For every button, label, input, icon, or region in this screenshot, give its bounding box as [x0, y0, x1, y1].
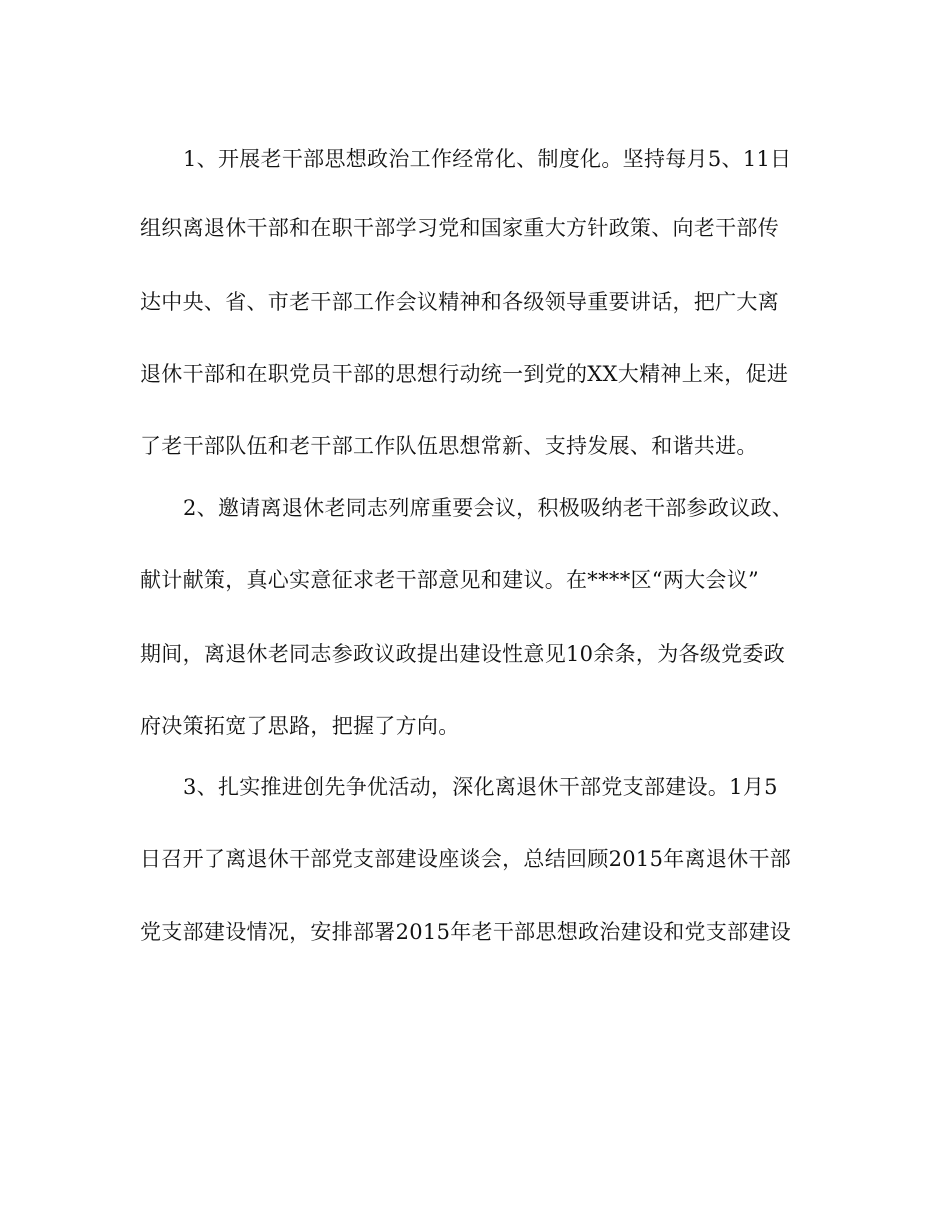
paragraph-1-line-4: 退休干部和在职党员干部的思想行动统一到党的XX大精神上来，促进: [140, 362, 789, 386]
paragraph-3-line-2: 日召开了离退休干部党支部建设座谈会，总结回顾2015年离退休干部: [140, 847, 792, 871]
paragraph-1-line-3: 达中央、省、市老干部工作会议精神和各级领导重要讲话，把广大离: [140, 290, 779, 314]
paragraph-2-line-2: 献计献策，真心实意征求老干部意见和建议。在****区“两大会议”: [140, 568, 760, 592]
paragraph-3-line-3: 党支部建设情况，安排部署2015年老干部思想政治建设和党支部建设: [140, 920, 792, 944]
paragraph-1-line-5: 了老干部队伍和老干部工作队伍思想常新、支持发展、和谐共进。: [140, 434, 758, 458]
paragraph-1-line-2: 组织离退休干部和在职干部学习党和国家重大方针政策、向老干部传: [140, 216, 779, 240]
paragraph-1-line-1: 1、开展老干部思想政治工作经常化、制度化。坚持每月5、11日: [183, 147, 792, 171]
paragraph-2-line-4: 府决策拓宽了思路，把握了方向。: [140, 714, 460, 738]
paragraph-3-line-1: 3、扎实推进创先争优活动，深化离退休干部党支部建设。1月5: [183, 775, 778, 799]
paragraph-2-line-3: 期间，离退休老同志参政议政提出建设性意见10余条，为各级党委政: [140, 642, 786, 666]
paragraph-2-line-1: 2、邀请离退休老同志列席重要会议，积极吸纳老干部参政议政、: [183, 496, 794, 520]
